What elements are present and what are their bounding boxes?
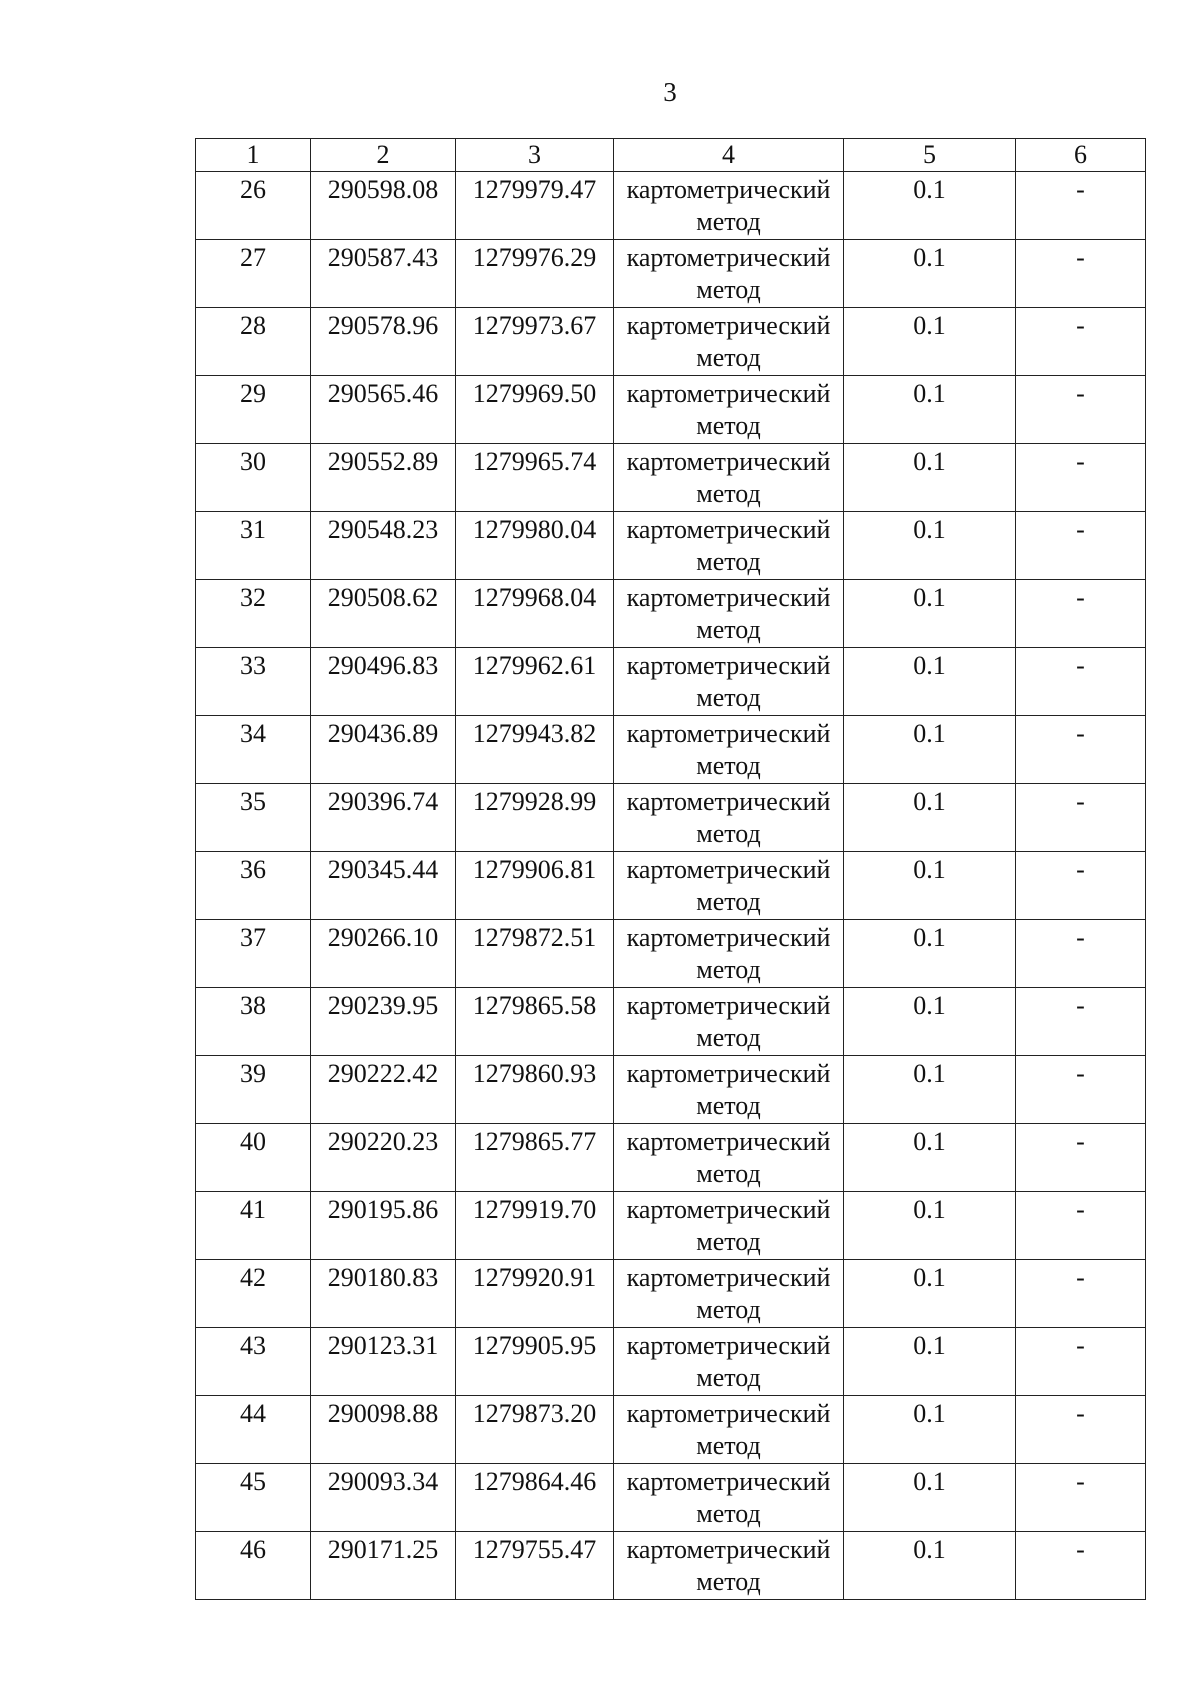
table-row (196, 172, 1146, 240)
column-header: 2 (311, 139, 456, 172)
method-cell (614, 1532, 844, 1600)
y-coordinate-cell: 1279943.82 (456, 716, 614, 784)
y-coordinate-cell: 1279920.91 (456, 1260, 614, 1328)
point-number-cell: 29 (196, 376, 311, 444)
point-number-cell: 28 (196, 308, 311, 376)
note-cell: - (1016, 376, 1146, 444)
method-text-line: метод (696, 1431, 761, 1460)
table-row (196, 1464, 1146, 1532)
x-coordinate-cell: 290496.83 (311, 648, 456, 716)
y-coordinate-cell: 1279979.47 (456, 172, 614, 240)
method-cell (614, 920, 844, 988)
method-cell (614, 648, 844, 716)
method-text-line: картометрический (626, 1399, 831, 1428)
y-coordinate-cell: 1279873.20 (456, 1396, 614, 1464)
note-cell: - (1016, 648, 1146, 716)
method-text-line: метод (696, 615, 761, 644)
note-cell: - (1016, 1056, 1146, 1124)
note-cell: - (1016, 1464, 1146, 1532)
accuracy-cell: 0.1 (844, 988, 1016, 1056)
method-cell (614, 1396, 844, 1464)
method-text-line: метод (696, 1227, 761, 1256)
x-coordinate-cell: 290220.23 (311, 1124, 456, 1192)
accuracy-cell: 0.1 (844, 716, 1016, 784)
method-text-line: метод (696, 1363, 761, 1392)
table-row (196, 920, 1146, 988)
page-number: 3 (663, 77, 677, 107)
note-cell: - (1016, 1192, 1146, 1260)
accuracy-cell: 0.1 (844, 240, 1016, 308)
note-cell: - (1016, 240, 1146, 308)
method-text-line: картометрический (626, 243, 831, 272)
method-cell (614, 1124, 844, 1192)
note-cell: - (1016, 852, 1146, 920)
note-cell: - (1016, 172, 1146, 240)
note-cell: - (1016, 784, 1146, 852)
x-coordinate-cell: 290578.96 (311, 308, 456, 376)
table-row (196, 852, 1146, 920)
method-cell (614, 308, 844, 376)
x-coordinate-cell: 290598.08 (311, 172, 456, 240)
accuracy-cell: 0.1 (844, 920, 1016, 988)
point-number-cell: 36 (196, 852, 311, 920)
note-cell: - (1016, 512, 1146, 580)
accuracy-cell: 0.1 (844, 512, 1016, 580)
method-text-line: метод (696, 1091, 761, 1120)
note-cell: - (1016, 988, 1146, 1056)
method-cell (614, 852, 844, 920)
y-coordinate-cell: 1279980.04 (456, 512, 614, 580)
method-text-line: метод (696, 751, 761, 780)
y-coordinate-cell: 1279969.50 (456, 376, 614, 444)
accuracy-cell: 0.1 (844, 1192, 1016, 1260)
accuracy-cell: 0.1 (844, 580, 1016, 648)
method-cell (614, 444, 844, 512)
accuracy-cell: 0.1 (844, 444, 1016, 512)
x-coordinate-cell: 290180.83 (311, 1260, 456, 1328)
point-number-cell: 35 (196, 784, 311, 852)
table-row (196, 1532, 1146, 1600)
table-row (196, 580, 1146, 648)
note-cell: - (1016, 444, 1146, 512)
method-text-line: картометрический (626, 515, 831, 544)
point-number-cell: 32 (196, 580, 311, 648)
table-row (196, 1328, 1146, 1396)
method-text-line: метод (696, 207, 761, 236)
y-coordinate-cell: 1279968.04 (456, 580, 614, 648)
accuracy-cell: 0.1 (844, 784, 1016, 852)
method-text-line: метод (696, 819, 761, 848)
method-text-line: метод (696, 479, 761, 508)
method-text-line: картометрический (626, 1059, 831, 1088)
method-text-line: картометрический (626, 719, 831, 748)
y-coordinate-cell: 1279976.29 (456, 240, 614, 308)
point-number-cell: 45 (196, 1464, 311, 1532)
method-text-line: картометрический (626, 787, 831, 816)
y-coordinate-cell: 1279919.70 (456, 1192, 614, 1260)
note-cell: - (1016, 1396, 1146, 1464)
method-text-line: метод (696, 1023, 761, 1052)
column-header: 6 (1016, 139, 1146, 172)
column-header: 3 (456, 139, 614, 172)
method-text-line: картометрический (626, 175, 831, 204)
table-row (196, 1056, 1146, 1124)
method-text-line: картометрический (626, 1195, 831, 1224)
y-coordinate-cell: 1279865.77 (456, 1124, 614, 1192)
accuracy-cell: 0.1 (844, 1260, 1016, 1328)
method-cell (614, 1260, 844, 1328)
x-coordinate-cell: 290508.62 (311, 580, 456, 648)
accuracy-cell: 0.1 (844, 1464, 1016, 1532)
table-row (196, 1192, 1146, 1260)
point-number-cell: 43 (196, 1328, 311, 1396)
note-cell: - (1016, 308, 1146, 376)
method-text-line: картометрический (626, 1535, 831, 1564)
point-number-cell: 27 (196, 240, 311, 308)
method-text-line: метод (696, 683, 761, 712)
method-text-line: картометрический (626, 1467, 831, 1496)
accuracy-cell: 0.1 (844, 852, 1016, 920)
note-cell: - (1016, 580, 1146, 648)
table-row (196, 240, 1146, 308)
point-number-cell: 44 (196, 1396, 311, 1464)
method-text-line: картометрический (626, 447, 831, 476)
column-header: 4 (614, 139, 844, 172)
method-cell (614, 240, 844, 308)
method-text-line: картометрический (626, 651, 831, 680)
method-text-line: метод (696, 887, 761, 916)
x-coordinate-cell: 290195.86 (311, 1192, 456, 1260)
x-coordinate-cell: 290222.42 (311, 1056, 456, 1124)
y-coordinate-cell: 1279962.61 (456, 648, 614, 716)
note-cell: - (1016, 716, 1146, 784)
method-text-line: картометрический (626, 855, 831, 884)
x-coordinate-cell: 290239.95 (311, 988, 456, 1056)
y-coordinate-cell: 1279965.74 (456, 444, 614, 512)
x-coordinate-cell: 290123.31 (311, 1328, 456, 1396)
table-row (196, 1260, 1146, 1328)
x-coordinate-cell: 290548.23 (311, 512, 456, 580)
x-coordinate-cell: 290436.89 (311, 716, 456, 784)
y-coordinate-cell: 1279864.46 (456, 1464, 614, 1532)
point-number-cell: 38 (196, 988, 311, 1056)
point-number-cell: 46 (196, 1532, 311, 1600)
x-coordinate-cell: 290396.74 (311, 784, 456, 852)
accuracy-cell: 0.1 (844, 172, 1016, 240)
method-text-line: картометрический (626, 1331, 831, 1360)
header-row (196, 139, 1146, 172)
accuracy-cell: 0.1 (844, 1396, 1016, 1464)
y-coordinate-cell: 1279928.99 (456, 784, 614, 852)
point-number-cell: 34 (196, 716, 311, 784)
method-cell (614, 784, 844, 852)
table-body (196, 172, 1146, 1600)
x-coordinate-cell: 290093.34 (311, 1464, 456, 1532)
y-coordinate-cell: 1279755.47 (456, 1532, 614, 1600)
point-number-cell: 42 (196, 1260, 311, 1328)
table-row (196, 376, 1146, 444)
table-row (196, 308, 1146, 376)
point-number-cell: 31 (196, 512, 311, 580)
note-cell: - (1016, 1124, 1146, 1192)
table-row (196, 1124, 1146, 1192)
note-cell: - (1016, 1260, 1146, 1328)
y-coordinate-cell: 1279973.67 (456, 308, 614, 376)
method-text-line: метод (696, 275, 761, 304)
accuracy-cell: 0.1 (844, 1532, 1016, 1600)
accuracy-cell: 0.1 (844, 1124, 1016, 1192)
note-cell: - (1016, 1328, 1146, 1396)
point-number-cell: 41 (196, 1192, 311, 1260)
method-text-line: метод (696, 411, 761, 440)
point-number-cell: 26 (196, 172, 311, 240)
accuracy-cell: 0.1 (844, 376, 1016, 444)
method-cell (614, 376, 844, 444)
method-text-line: картометрический (626, 1127, 831, 1156)
method-cell (614, 1056, 844, 1124)
method-text-line: картометрический (626, 923, 831, 952)
y-coordinate-cell: 1279860.93 (456, 1056, 614, 1124)
method-text-line: метод (696, 1159, 761, 1188)
x-coordinate-cell: 290565.46 (311, 376, 456, 444)
table-row (196, 784, 1146, 852)
accuracy-cell: 0.1 (844, 1328, 1016, 1396)
table-row (196, 716, 1146, 784)
method-text-line: картометрический (626, 583, 831, 612)
method-text-line: метод (696, 1295, 761, 1324)
method-cell (614, 580, 844, 648)
x-coordinate-cell: 290345.44 (311, 852, 456, 920)
method-cell (614, 1328, 844, 1396)
accuracy-cell: 0.1 (844, 308, 1016, 376)
method-cell (614, 1192, 844, 1260)
method-text-line: метод (696, 547, 761, 576)
note-cell: - (1016, 1532, 1146, 1600)
point-number-cell: 30 (196, 444, 311, 512)
table-row (196, 988, 1146, 1056)
method-cell (614, 716, 844, 784)
coordinates-table (195, 138, 1146, 1600)
table-row (196, 1396, 1146, 1464)
method-cell (614, 512, 844, 580)
method-text-line: картометрический (626, 379, 831, 408)
y-coordinate-cell: 1279872.51 (456, 920, 614, 988)
point-number-cell: 37 (196, 920, 311, 988)
method-text-line: метод (696, 1567, 761, 1596)
method-text-line: метод (696, 1499, 761, 1528)
table-row (196, 512, 1146, 580)
y-coordinate-cell: 1279905.95 (456, 1328, 614, 1396)
column-header: 1 (196, 139, 311, 172)
accuracy-cell: 0.1 (844, 1056, 1016, 1124)
method-text-line: картометрический (626, 311, 831, 340)
method-text-line: картометрический (626, 1263, 831, 1292)
table-row (196, 648, 1146, 716)
method-text-line: картометрический (626, 991, 831, 1020)
table-row (196, 444, 1146, 512)
table-header (196, 139, 1146, 172)
x-coordinate-cell: 290171.25 (311, 1532, 456, 1600)
column-header: 5 (844, 139, 1016, 172)
x-coordinate-cell: 290266.10 (311, 920, 456, 988)
method-cell (614, 988, 844, 1056)
method-cell (614, 1464, 844, 1532)
note-cell: - (1016, 920, 1146, 988)
x-coordinate-cell: 290552.89 (311, 444, 456, 512)
point-number-cell: 33 (196, 648, 311, 716)
point-number-cell: 39 (196, 1056, 311, 1124)
method-cell (614, 172, 844, 240)
x-coordinate-cell: 290587.43 (311, 240, 456, 308)
point-number-cell: 40 (196, 1124, 311, 1192)
method-text-line: метод (696, 343, 761, 372)
accuracy-cell: 0.1 (844, 648, 1016, 716)
x-coordinate-cell: 290098.88 (311, 1396, 456, 1464)
method-text-line: метод (696, 955, 761, 984)
y-coordinate-cell: 1279865.58 (456, 988, 614, 1056)
y-coordinate-cell: 1279906.81 (456, 852, 614, 920)
